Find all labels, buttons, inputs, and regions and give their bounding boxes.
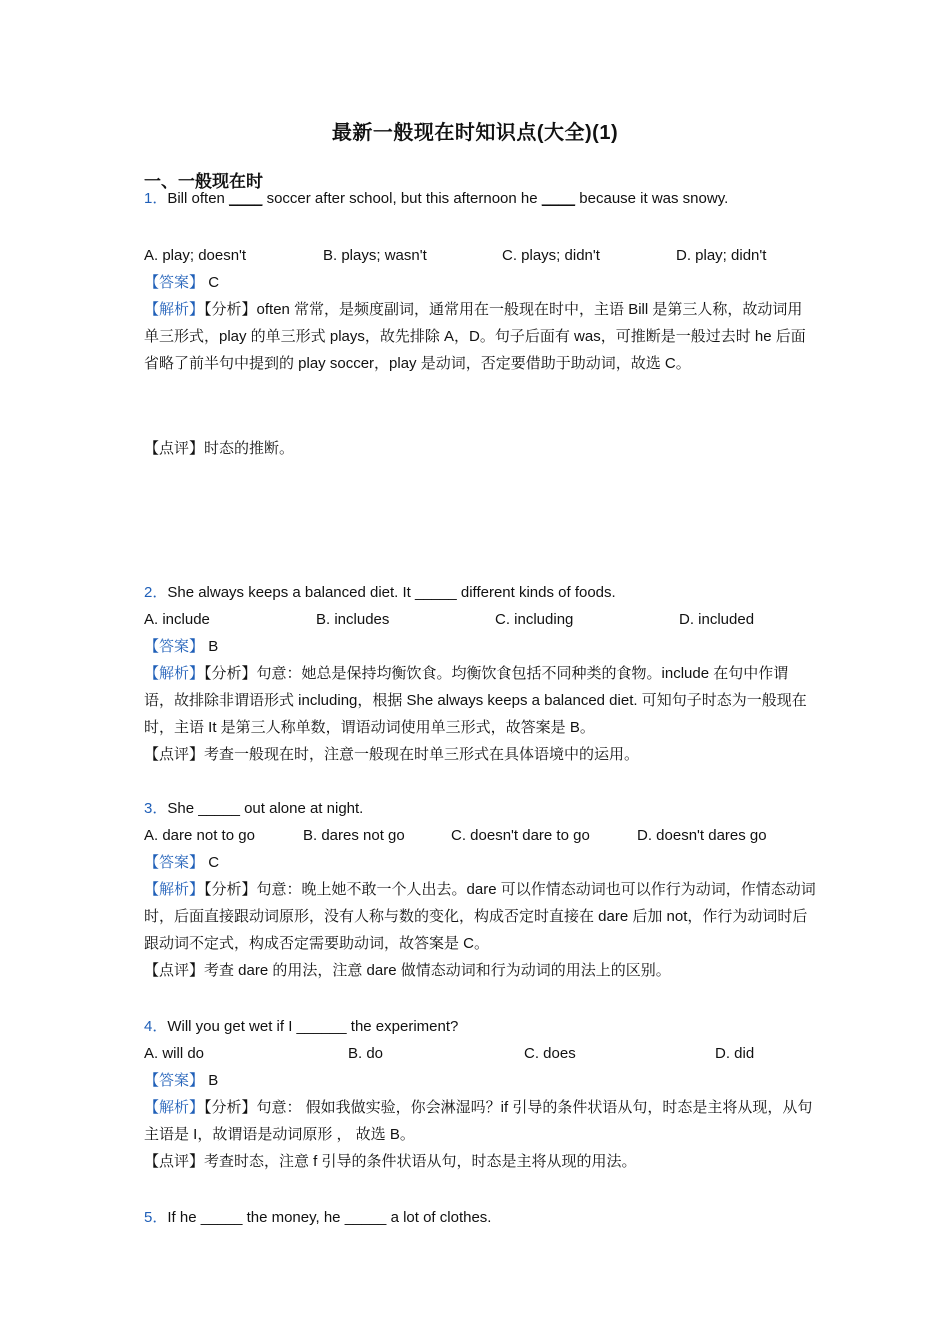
- answer-value: B: [208, 638, 219, 655]
- option-b: B. dares not go: [303, 827, 405, 844]
- question-number: 5．: [144, 1209, 168, 1226]
- option-a: A. include: [144, 611, 210, 628]
- question-4-comment: 【点评】考查时态，注意 f 引导的条件状语从句，时态是主将从现的用法。: [144, 1153, 637, 1170]
- answer-value: C: [208, 854, 220, 871]
- analysis-tag: 【解析】: [144, 665, 205, 682]
- question-3-answer: [144, 853, 219, 873]
- option-c: C. plays; didn't: [502, 247, 600, 264]
- option-b: B. plays; wasn't: [323, 247, 427, 264]
- question-1-analysis: [144, 296, 816, 377]
- question-4-stem: 4．Will you get wet if I ______ the experiment?: [144, 1018, 459, 1035]
- question-1-comment: 【点评】时态的推断。: [144, 440, 295, 457]
- analysis-text: 【分析】句意：她总是保持均衡饮食。均衡饮食包括不同种类的食物。include 在句中作谓语，故排除非谓语形式 including，根据 She always keeps a balanced diet. 可知句子时态为一般现在时，主语 It 是第三人称单数，谓语动词使用单三形式，故答案是 B。: [144, 665, 807, 736]
- option-c: C. including: [495, 611, 574, 628]
- option-d: D. play; didn't: [676, 247, 767, 264]
- option-d: D. doesn't dares go: [637, 827, 767, 844]
- answer-value: B: [208, 1072, 219, 1089]
- question-2-stem: 2．She always keeps a balanced diet. It _____ different kinds of foods.: [144, 584, 616, 601]
- analysis-tag: 【解析】: [144, 301, 205, 318]
- option-a: A. will do: [144, 1045, 205, 1062]
- question-3-comment: 【点评】考查 dare 的用法，注意 dare 做情态动词和行为动词的用法上的区别。: [144, 962, 671, 979]
- question-3-stem: 3．She _____ out alone at night.: [144, 800, 364, 817]
- question-number: 2．: [144, 584, 168, 601]
- option-c: C. does: [524, 1045, 576, 1062]
- option-b: B. includes: [316, 611, 390, 628]
- option-a: A. play; doesn't: [144, 247, 247, 264]
- question-1-stem: 1．Bill often ____ soccer after school, but this afternoon he ____ because it was snowy.: [144, 190, 729, 207]
- answer-tag: 【答案】: [144, 274, 205, 291]
- option-b: B. do: [348, 1045, 384, 1062]
- question-2-answer: [144, 637, 218, 657]
- answer-blank: ____: [229, 190, 263, 207]
- option-a: A. dare not to go: [144, 827, 255, 844]
- option-d: D. included: [679, 611, 755, 628]
- question-number: 3．: [144, 800, 168, 817]
- answer-blank: ____: [541, 190, 576, 207]
- question-2-comment: 【点评】考查一般现在时，注意一般现在时单三形式在具体语境中的运用。: [144, 746, 640, 763]
- page-title: 最新一般现在时知识点(大全)(1): [331, 122, 619, 144]
- option-c: C. doesn't dare to go: [451, 827, 590, 844]
- analysis-text: 【分析】句意： 假如我做实验，你会淋湿吗？if 引导的条件状语从句，时态是主将从现，从句主语是 I，故谓语是动词原形 ， 故选 B。: [144, 1099, 813, 1143]
- question-3-analysis: [144, 876, 816, 957]
- answer-tag: 【答案】: [144, 1072, 205, 1089]
- analysis-tag: 【解析】: [144, 1099, 205, 1116]
- question-4-answer: [144, 1071, 218, 1091]
- answer-tag: 【答案】: [144, 854, 205, 871]
- question-number: 1．: [144, 190, 168, 207]
- analysis-text: 【分析】句意：晚上她不敢一个人出去。dare 可以作情态动词也可以作行为动词，作情态动词时，后面直接跟动词原形，没有人称与数的变化，构成否定时直接在 dare 后加 not，作行为动词时后跟动词不定式，构成否定需要助动词，故答案是 C。: [144, 881, 816, 952]
- analysis-text: 【分析】often 常常，是频度副词，通常用在一般现在时中，主语 Bill 是第三人称，故动词用单三形式，play 的单三形式 plays，故先排除 A，D。句子后面有 was，可推断是一般过去时 he 后面省略了前半句中提到的 play soccer，play 是动词，否定要借助于助动词，故选 C。: [144, 301, 806, 372]
- question-number: 4．: [144, 1018, 168, 1035]
- section-heading: 一、一般现在时: [144, 172, 263, 191]
- question-1-answer: [144, 273, 219, 293]
- question-4-analysis: [144, 1094, 816, 1148]
- answer-tag: 【答案】: [144, 638, 205, 655]
- answer-value: C: [208, 274, 220, 291]
- question-5-stem: 5．If he _____ the money, he _____ a lot of clothes.: [144, 1209, 492, 1226]
- question-2-analysis: [144, 660, 816, 741]
- analysis-tag: 【解析】: [144, 881, 205, 898]
- option-d: D. did: [715, 1045, 755, 1062]
